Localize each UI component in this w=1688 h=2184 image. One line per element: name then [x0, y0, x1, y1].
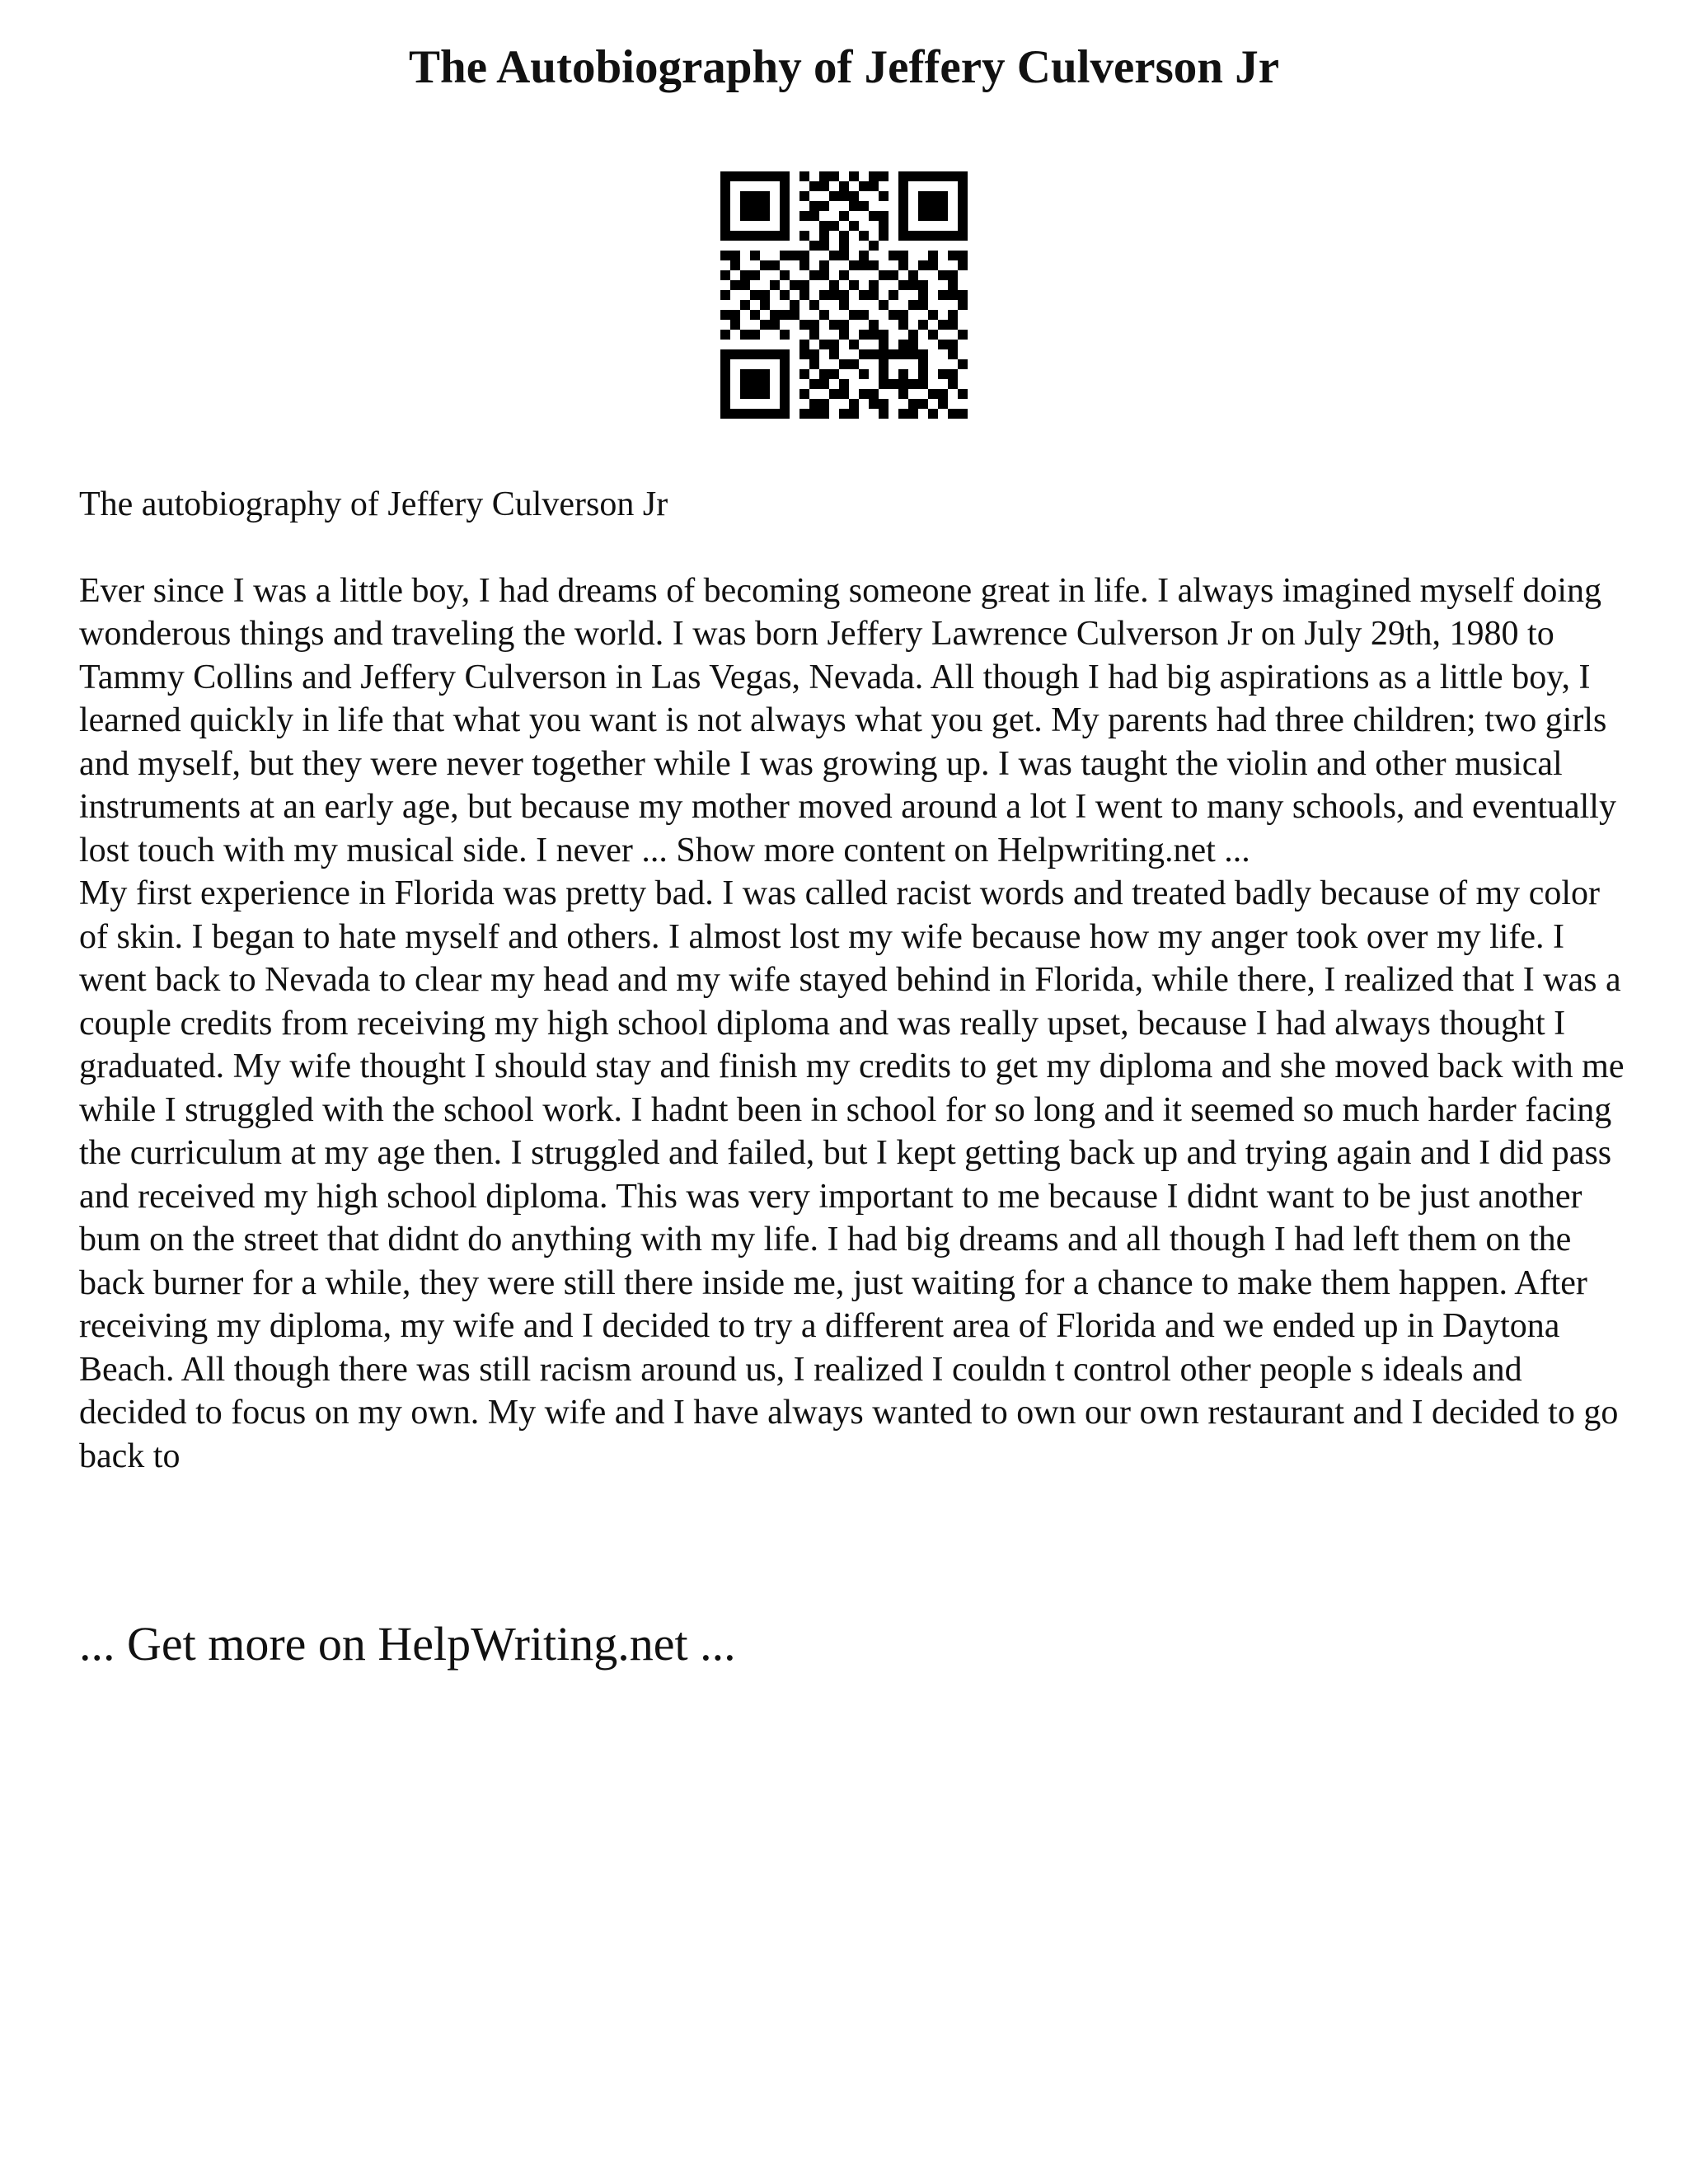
qr-code-icon	[720, 171, 968, 419]
paragraph-florida: My first experience in Florida was pretty bad. I was called racist words and treated badly because of my color of skin. I began to hate myself and others. I almost lost my wife because how my anger took over my life. I went back to Nevada to clear my head and my wife stayed behind in Florida, while there, I realized that I was a couple credits from receiving my high school diploma and was really upset, because I had always thought I graduated. My wife thought I should stay and finish my credits to get my diploma and she moved back with me while I struggled with the school work. I hadnt been in school for so long and it seemed so much harder facing the curriculum at my age then. I struggled and failed, but I kept getting back up and trying again and I did pass and received my high school diploma. This was very important to me because I didnt want to be just another bum on the street that didnt do anything with my life. I had big dreams and all though I had left them on the back burner for a while, they were still there inside me, just waiting for a chance to make them happen. After receiving my diploma, my wife and I decided to try a different area of Florida and we ended up in Daytona Beach. All though there was still racism around us, I realized I couldn t control other people s ideals and decided to focus on my own. My wife and I have always wanted to own our own restaurant and I decided to go back to	[79, 874, 1625, 1475]
document-body	[79, 483, 1629, 1478]
document-subtitle: The autobiography of Jeffery Culverson Jr	[79, 485, 668, 523]
document-title: The Autobiography of Jeffery Culverson Jr	[408, 41, 1280, 93]
get-more-link[interactable]: ... Get more on HelpWriting.net ...	[79, 1617, 736, 1671]
paragraph-intro: Ever since I was a little boy, I had dreams of becoming someone great in life. I always imagined myself doing wonderous things and traveling the world. I was born Jeffery Lawrence Culverson Jr on July 29th, 1980 to Tammy Collins and Jeffery Culverson in Las Vegas, Nevada. All though I had big aspirations as a little boy, I learned quickly in life that what you want is not always what you get. My parents had three children; two girls and myself, but they were never together while I was growing up. I was taught the violin and other musical instruments at an early age, but because my mother moved around a lot I went to many schools, and eventually lost touch with my musical side. I never ... Show more content on Helpwriting.net ...	[79, 571, 1616, 869]
qr-code-graphic	[720, 171, 968, 419]
